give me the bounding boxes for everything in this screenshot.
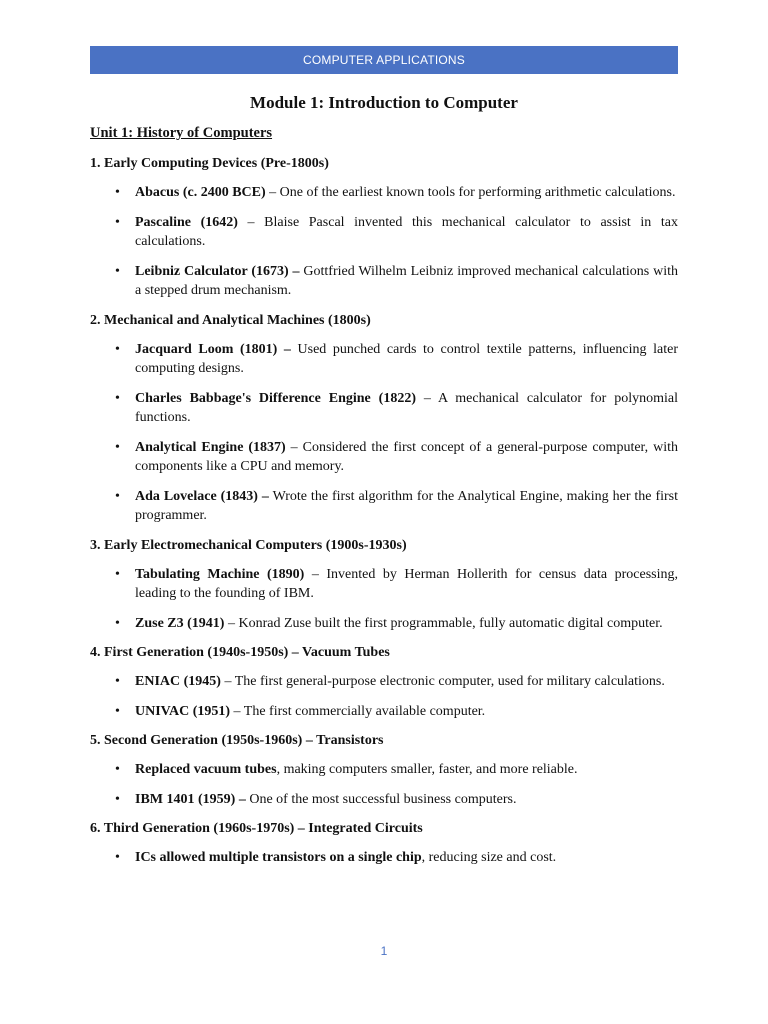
- item-text: The first commercially available computer.: [243, 703, 486, 719]
- list-item: [90, 565, 678, 604]
- page-number: 1: [380, 944, 388, 958]
- section-heading: 5. Second Generation (1950s-1960s) – Transistors: [90, 733, 384, 748]
- item-term: Charles Babbage's Difference Engine (1822): [135, 390, 416, 406]
- bullet-list: [90, 183, 678, 301]
- bullet-list: [90, 848, 678, 868]
- bullet-icon: •: [115, 488, 120, 504]
- item-separator: –: [416, 390, 439, 406]
- list-item: [90, 438, 678, 477]
- item-text: The first general-purpose electronic computer, used for military calculations.: [234, 674, 665, 689]
- banner-text: COMPUTER APPLICATIONS: [302, 53, 465, 67]
- item-term: ICs allowed multiple transistors on a single chip: [135, 850, 422, 865]
- bullet-list: [90, 340, 678, 526]
- item-term: IBM 1401 (1959) –: [135, 791, 246, 807]
- item-separator: ,: [421, 850, 429, 865]
- bullet-icon: •: [115, 439, 120, 455]
- item-term: Tabulating Machine (1890): [135, 566, 305, 582]
- item-separator: –: [304, 566, 327, 582]
- bullet-icon: •: [115, 185, 120, 200]
- section-heading: 4. First Generation (1940s-1950s) – Vacuum Tubes: [90, 645, 390, 660]
- document-body: [90, 154, 678, 878]
- list-item: [90, 760, 678, 780]
- bullet-icon: •: [115, 703, 120, 719]
- list-item: [90, 614, 678, 634]
- bullet-icon: •: [115, 390, 120, 406]
- bullet-icon: •: [115, 850, 120, 865]
- item-term: Abacus (c. 2400 BCE): [135, 185, 266, 200]
- bullet-icon: •: [115, 674, 120, 689]
- item-text: A mechanical calculator for polynomial functions.: [135, 390, 678, 425]
- item-separator: –: [285, 439, 303, 455]
- item-separator: –: [220, 674, 235, 689]
- list-item: [90, 790, 678, 810]
- item-text: making computers smaller, faster, and more reliable.: [283, 762, 578, 777]
- item-text: One of the most successful business computers.: [249, 791, 517, 807]
- item-term: Pascaline (1642): [135, 214, 238, 230]
- bullet-icon: •: [115, 791, 120, 807]
- list-item: [90, 487, 678, 526]
- list-item: [90, 340, 678, 379]
- item-term: Analytical Engine (1837): [135, 439, 286, 455]
- list-item: [90, 389, 678, 428]
- bullet-icon: •: [115, 615, 120, 631]
- list-item: [90, 702, 678, 722]
- item-term: Jacquard Loom (1801) –: [135, 341, 291, 357]
- item-separator: ,: [276, 762, 284, 777]
- section-heading: 1. Early Computing Devices (Pre-1800s): [90, 156, 329, 171]
- list-item: [90, 848, 678, 868]
- bullet-list: [90, 672, 678, 721]
- item-text: reducing size and cost.: [428, 850, 557, 865]
- header-banner: [90, 46, 678, 74]
- item-text: Used punched cards to control textile patterns, influencing later computing designs.: [135, 341, 679, 376]
- item-text: Konrad Zuse built the first programmable, fully automatic digital computer.: [238, 615, 663, 631]
- unit-title: Unit 1: History of Computers: [90, 125, 273, 141]
- section-heading: 2. Mechanical and Analytical Machines (1800s): [90, 312, 371, 328]
- list-item: [90, 672, 678, 692]
- section-heading: 6. Third Generation (1960s-1970s) – Integrated Circuits: [90, 821, 423, 836]
- item-separator: –: [265, 185, 280, 200]
- bullet-icon: •: [115, 762, 120, 777]
- item-text: Blaise Pascal invented this mechanical calculator to assist in tax calculations.: [135, 214, 679, 249]
- list-item: [90, 213, 678, 252]
- bullet-icon: •: [115, 341, 120, 357]
- bullet-icon: •: [115, 263, 120, 279]
- bullet-icon: •: [115, 566, 120, 582]
- item-term: ENIAC (1945): [135, 674, 221, 689]
- item-text: Wrote the first algorithm for the Analytical Engine, making her the first programmer.: [135, 488, 678, 523]
- item-text: Invented by Herman Hollerith for census data processing, leading to the founding of IBM.: [135, 566, 678, 601]
- item-term: UNIVAC (1951): [135, 703, 231, 719]
- item-separator: –: [224, 615, 239, 631]
- item-separator: –: [237, 214, 265, 230]
- item-term: Replaced vacuum tubes: [135, 762, 277, 777]
- section-heading: 3. Early Electromechanical Computers (1900s-1930s): [90, 537, 407, 553]
- item-text: Gottfried Wilhelm Leibniz improved mechanical calculations with a stepped drum mechanism.: [135, 263, 678, 298]
- bullet-icon: •: [115, 214, 120, 230]
- item-term: Leibniz Calculator (1673) –: [135, 263, 300, 279]
- bullet-list: [90, 565, 678, 634]
- item-separator: –: [230, 703, 244, 719]
- item-term: Ada Lovelace (1843) –: [135, 488, 269, 504]
- item-text: One of the earliest known tools for performing arithmetic calculations.: [279, 185, 676, 200]
- module-title: Module 1: Introduction to Computer: [250, 93, 518, 112]
- item-term: Zuse Z3 (1941): [135, 615, 225, 631]
- list-item: [90, 183, 678, 203]
- item-separator: [291, 342, 298, 357]
- bullet-list: [90, 760, 678, 809]
- list-item: [90, 262, 678, 301]
- item-text: Considered the first concept of a general-purpose computer, with components like a CPU and memory.: [135, 439, 678, 474]
